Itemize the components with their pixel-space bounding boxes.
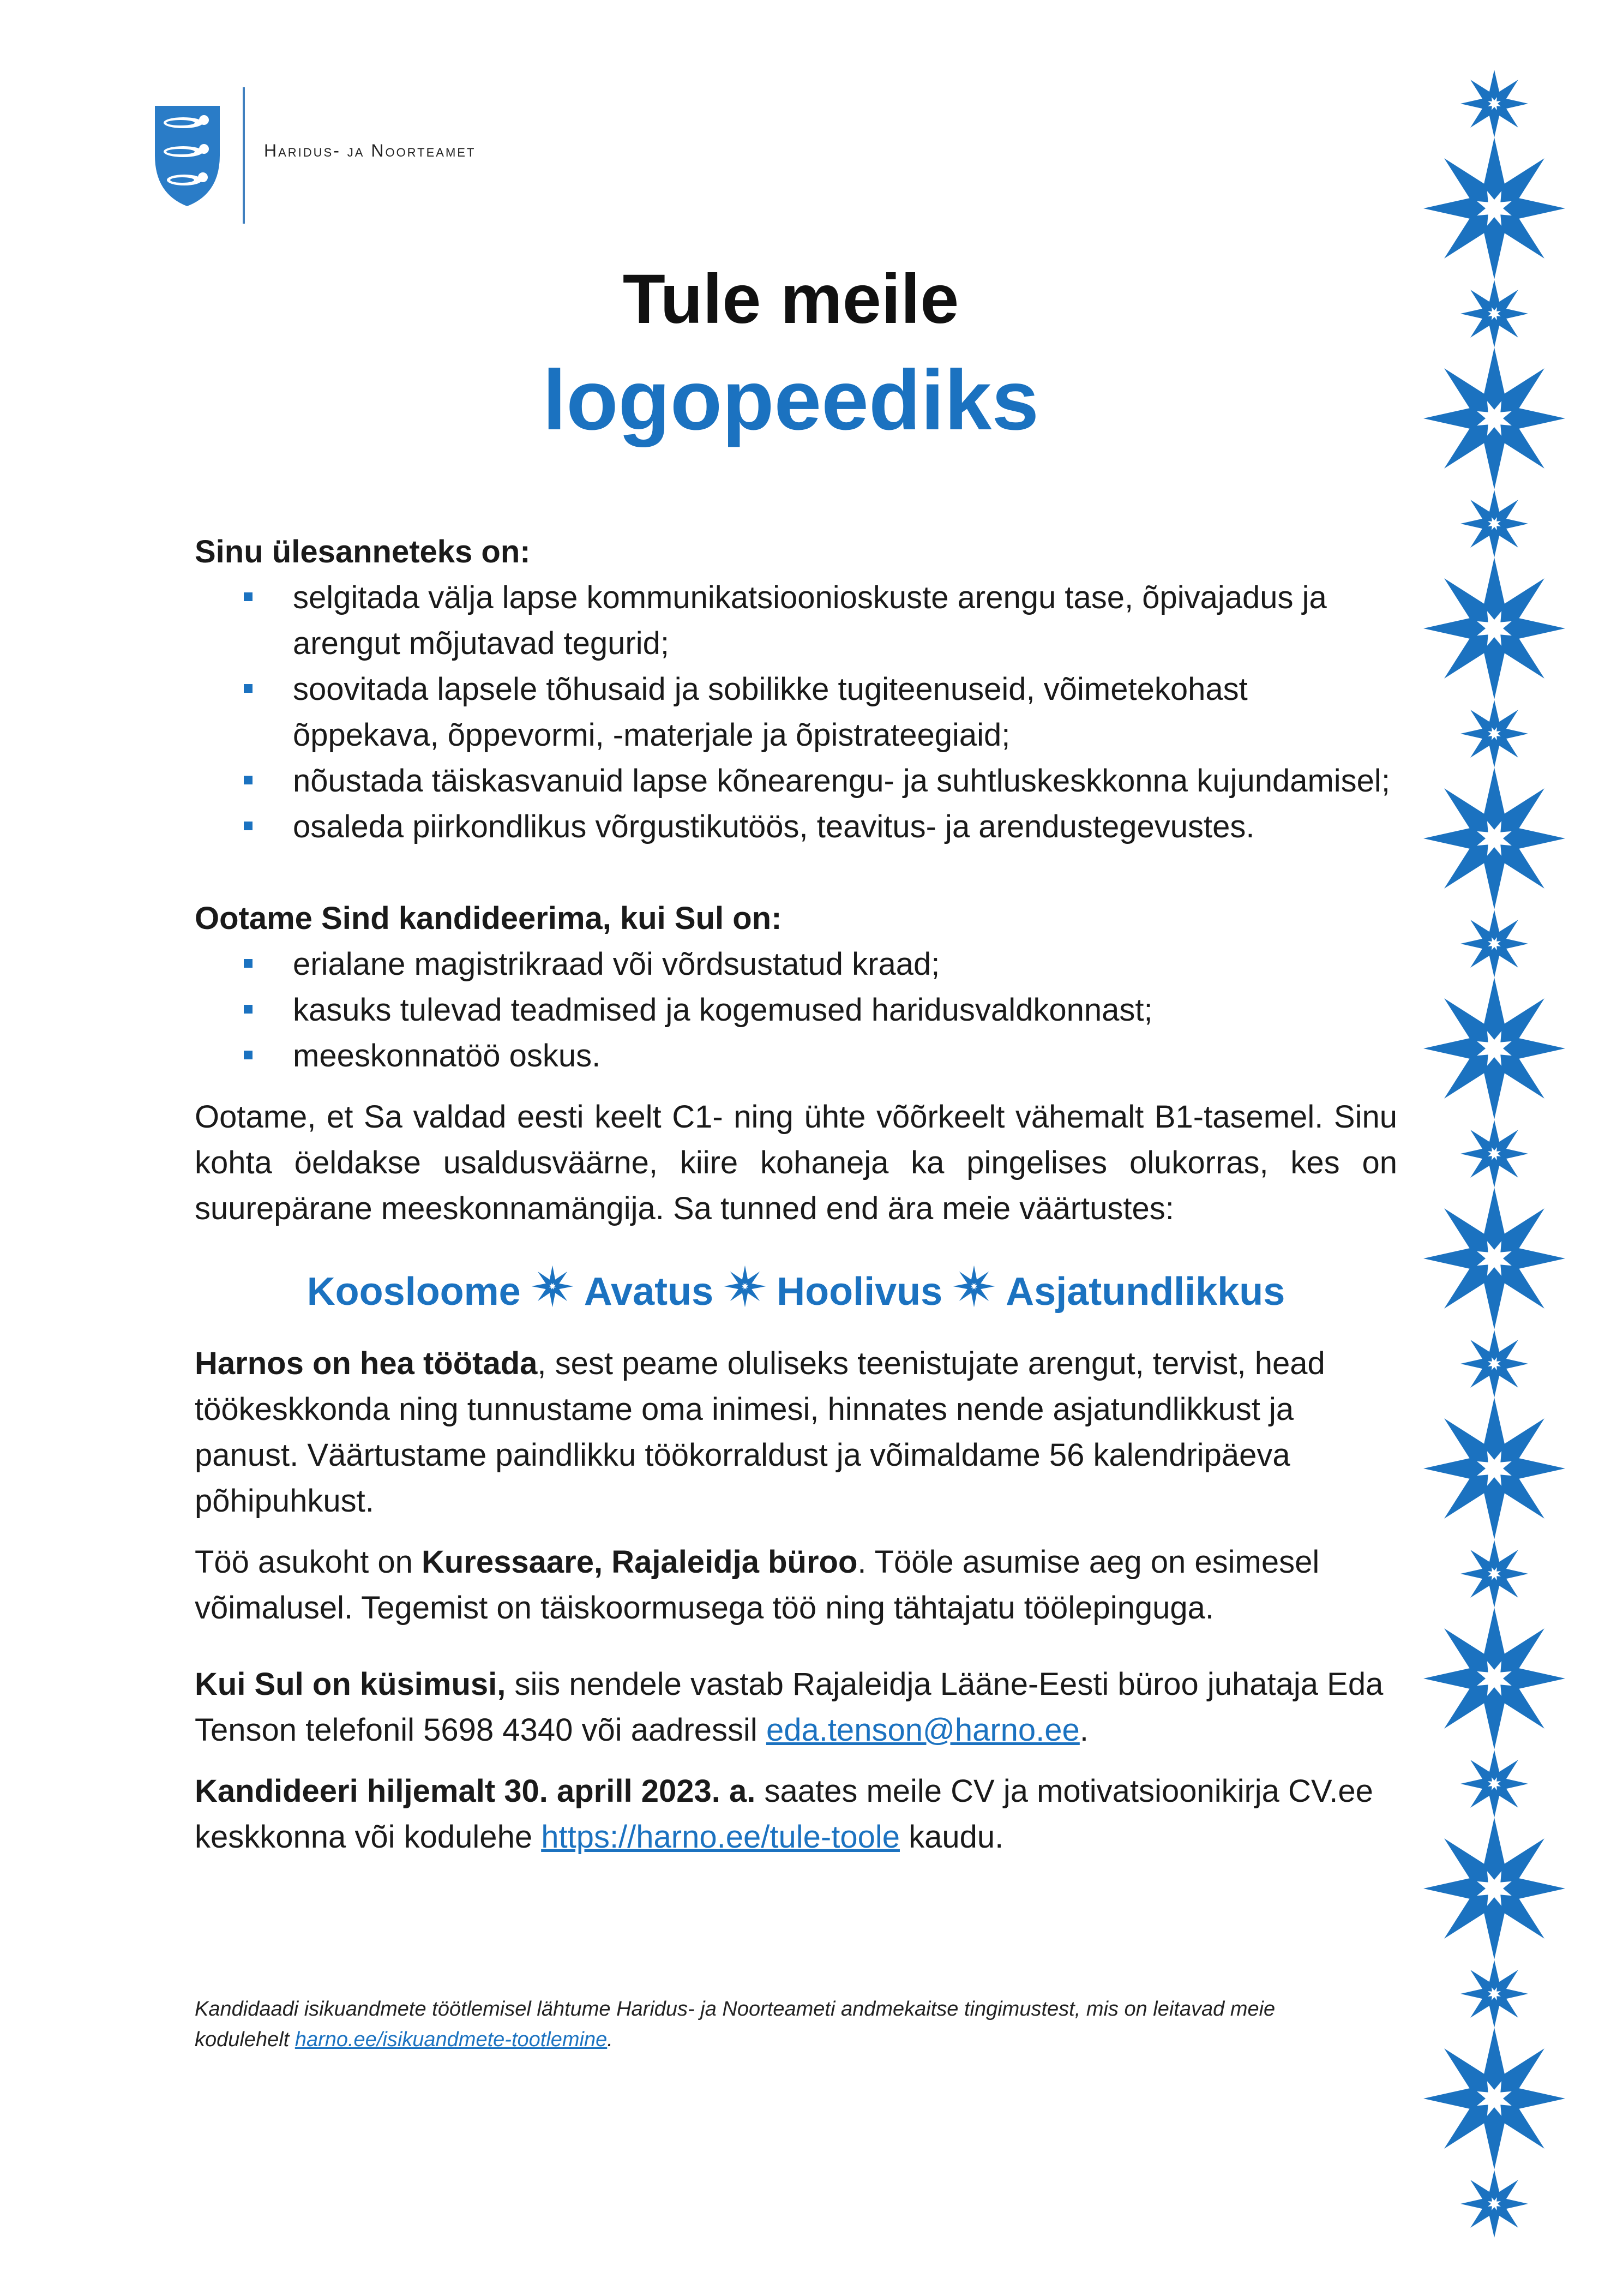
coat-of-arms-icon: [151, 104, 224, 207]
location-prefix: Töö asukoht on: [195, 1544, 422, 1580]
star-pattern-icon: [1418, 60, 1571, 2242]
benefits-lead: Harnos on hea töötada: [195, 1346, 538, 1381]
ornament-small-star: [1460, 1120, 1528, 1188]
value-label: Asjatundlikkus: [1006, 1270, 1285, 1314]
ornament-small-star: [1460, 1540, 1528, 1608]
ornament-big-star: [1423, 1398, 1565, 1539]
privacy-link[interactable]: harno.ee/isikuandmete-tootlemine: [294, 2028, 608, 2051]
benefits-text: , sest peame oluliseks teenistujate arengut, tervist, head töökeskkonda ning tunnustame oma inimesi, hinnates nende asjatundlikkust ja panust. Väärtustame paindlikku töökorraldust ja võimaldame 56 kalendripäeva põhipuhkust.: [195, 1346, 1325, 1519]
apply-deadline: Kandideeri hiljemalt 30. aprill 2023. a.: [195, 1773, 756, 1809]
list-item: erialane magistrikraad või võrdsustatud kraad;: [293, 942, 1397, 987]
requirements-heading: Ootame Sind kandideerima, kui Sul on:: [195, 901, 782, 936]
location-text: . Tööle asumise aeg on esimesel võimalusel. Tegemist on täiskoormusega töö ning tähtajatu töölepinguga.: [195, 1544, 1320, 1626]
job-title: logopeediks: [542, 353, 1039, 448]
apply-text: saates meile CV ja motivatsioonikirja CV.ee keskkonna või kodulehe: [195, 1773, 1373, 1855]
organization-name: Haridus- ja Noorteamet: [264, 141, 476, 160]
job-description: [195, 529, 1397, 1860]
questions-end: .: [1079, 1712, 1089, 1748]
value-label: Hoolivus: [777, 1270, 943, 1314]
ornament-big-star: [1423, 347, 1565, 489]
list-item: meeskonnatöö oskus.: [293, 1033, 1397, 1079]
questions-paragraph: [195, 1662, 1397, 1753]
ornament-small-star: [1460, 1750, 1528, 1818]
requirements-list: [195, 942, 1397, 1079]
list-item: soovitada lapsele tõhusaid ja sobilikke tugiteenuseid, võimetekohast õppekava, õppevormi, -materjale ja õpistrateegiaid;: [293, 667, 1397, 758]
star-icon: [952, 1264, 996, 1308]
language-paragraph: Ootame, et Sa valdad eesti keelt C1- ning ühte võõrkeelt vähemalt B1-tasemel. Sinu kohta öeldakse usaldusväärne, kiire kohaneja ka pingelises olukorras, kes on suurepärane meeskonnamängija. Sa tunned end ära meie väärtustes:: [195, 1099, 1397, 1226]
star-icon: [723, 1264, 767, 1308]
questions-lead: Kui Sul on küsimusi,: [195, 1666, 506, 1702]
value-label: Koosloome: [306, 1270, 521, 1314]
ornament-small-star: [1460, 70, 1528, 137]
privacy-footnote: [195, 1994, 1340, 2055]
ornament-small-star: [1460, 1960, 1528, 2028]
star-icon: [531, 1264, 574, 1308]
ornament-big-star: [1423, 2028, 1565, 2169]
value-label: Avatus: [584, 1270, 714, 1314]
ornament-big-star: [1423, 137, 1565, 279]
footnote-text: Kandidaadi isikuandmete töötlemisel lähtume Haridus- ja Noorteameti andmekaitse tingimustest, mis on leitavad meie kodulehelt: [195, 1998, 1276, 2051]
ornament-small-star: [1460, 700, 1528, 768]
page-title: Tule meile: [622, 260, 959, 338]
ornament-small-star: [1460, 280, 1528, 347]
benefits-paragraph: [195, 1341, 1397, 1524]
ornament-big-star: [1423, 557, 1565, 699]
apply-end: kaudu.: [899, 1819, 1004, 1855]
questions-text: siis nendele vastab Rajaleidja Lääne-Eesti büroo juhataja Eda Tenson telefonil 5698 4340 või aadressil: [195, 1666, 1384, 1748]
ornament-big-star: [1423, 1818, 1565, 1959]
location-paragraph: [195, 1539, 1397, 1631]
ornament-small-star: [1460, 910, 1528, 978]
ornament-small-star: [1460, 1330, 1528, 1398]
careers-link[interactable]: https://harno.ee/tule-toole: [541, 1819, 900, 1855]
logo-divider: [243, 87, 245, 224]
ornament-small-star: [1460, 490, 1528, 557]
ornament-big-star: [1423, 1608, 1565, 1749]
ornament-big-star: [1423, 768, 1565, 909]
tasks-list: [195, 575, 1397, 850]
footnote-end: .: [607, 2028, 613, 2051]
list-item: nõustada täiskasvanuid lapse kõnearengu- ja suhtluskeskkonna kujundamisel;: [293, 758, 1397, 804]
ornament-big-star: [1423, 978, 1565, 1119]
tasks-heading: Sinu ülesanneteks on:: [195, 534, 531, 569]
values-row: [195, 1264, 1397, 1319]
location-place: Kuressaare, Rajaleidja büroo: [421, 1544, 858, 1580]
email-link[interactable]: eda.tenson@harno.ee: [766, 1712, 1080, 1748]
list-item: osaleda piirkondlikus võrgustikutöös, teavitus- ja arendustegevustes.: [293, 804, 1397, 850]
list-item: selgitada välja lapse kommunikatsioonioskuste arengu tase, õpivajadus ja arengut mõjutavad tegurid;: [293, 575, 1397, 667]
ornament-big-star: [1423, 1188, 1565, 1329]
ornament-small-star: [1460, 2170, 1528, 2238]
list-item: kasuks tulevad teadmised ja kogemused haridusvaldkonnast;: [293, 987, 1397, 1033]
apply-paragraph: [195, 1769, 1397, 1860]
